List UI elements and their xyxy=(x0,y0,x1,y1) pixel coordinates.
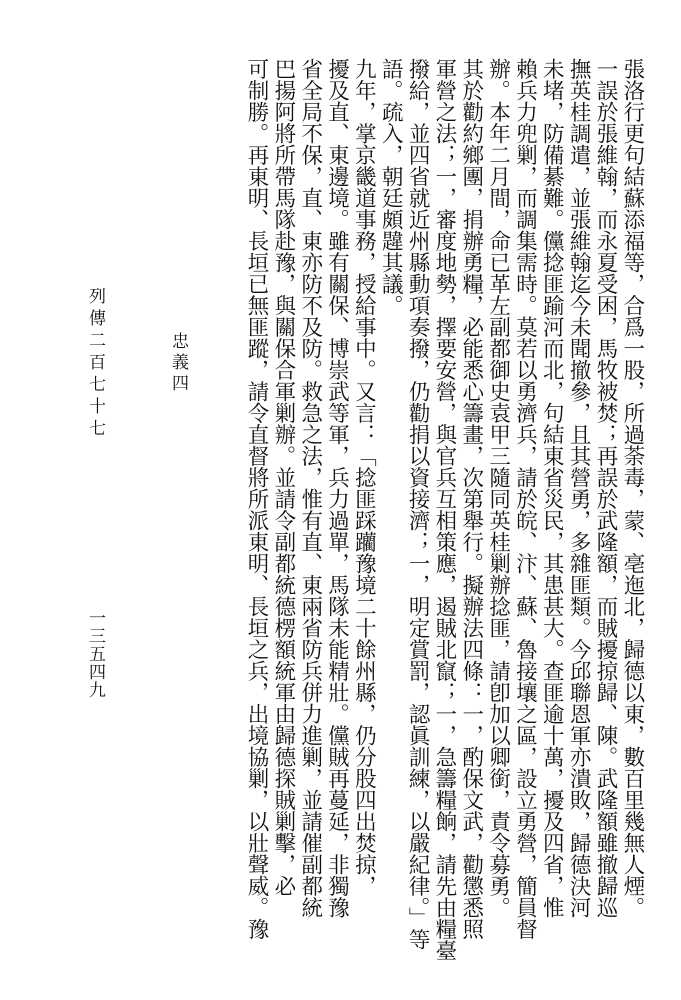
text-column: 其於勸約鄉團，捐辦勇糧，必能悉心籌畫，次第舉行。擬辦法四條：一，酌保文武，勸懲悉照 xyxy=(458,58,484,940)
text-column: 撥給，並四省就近州縣動項奏撥，仍勸捐以資接濟；一，明定賞罰，認眞訓練，以嚴紀律。」等 xyxy=(405,58,431,951)
text-column: 擾及直、東邊境。雖有關保、博崇武等軍，兵力過單，馬隊未能精壯。儻賊再蔓延，非獨豫 xyxy=(324,58,350,918)
running-header-title: 列傳二百七十七 xyxy=(85,287,105,441)
text-column: 巴揚阿將所帶馬隊赴豫，與關保合軍剿辦。並請令副都統德楞額統軍由歸德探賊剿擊，必 xyxy=(270,58,296,897)
text-column: 未堵，防備綦難。儻捻匪踰河而北，句結東省災民，其患甚大。查匪逾十萬，擾及四省，惟 xyxy=(539,58,565,918)
running-header-section: 忠義四 xyxy=(168,332,188,395)
text-column: 可制勝。再東明、長垣已無匪蹤，請令直督將所派東明、長垣之兵，出境協剿，以壯聲威。豫 xyxy=(244,58,269,940)
text-column: 張洛行更句結蘇添福等，合爲一股，所過荼毒，蒙、亳迤北，歸德以東，數百里幾無人煙。 xyxy=(619,58,645,918)
text-column: 賴兵力兜剿，而調集需時。莫若以勇濟兵，請於皖、汴、蘇、魯接壤之區，設立勇營，簡員督 xyxy=(512,58,538,940)
text-column: 辦。本年二月間，命已革左副都御史袁甲三隨同英桂剿辦捻匪，請卽加以卿銜，責令募勇。 xyxy=(485,58,511,918)
text-column: 語。疏入，朝廷頗韙其議。 xyxy=(378,58,404,316)
text-column: 撫英桂調遣，並張維翰迄今未聞撤參，且其營勇，多雜匪類。今邱聯恩軍亦潰敗，歸德決河 xyxy=(566,58,592,918)
page-number: 一三五四九 xyxy=(85,609,105,699)
body-text xyxy=(245,58,643,963)
text-column: 軍營之法；一，審度地勢，擇要安營，與官兵互相策應，遏賊北竄；一，急籌糧餉，請先由糧臺 xyxy=(431,58,457,961)
text-column: 省全局不保，直、東亦防不及防。救急之法，惟有直、東兩省防兵併力進剿，並請催副都統 xyxy=(297,58,323,918)
text-column: 九年，掌京畿道事務，授給事中。又言：「捻匪踩躪豫境二十餘州縣，仍分股四出焚掠， xyxy=(351,58,377,897)
text-column: 一誤於張維翰，而永夏受困，馬牧被焚；再誤於武隆額，而賊擾掠歸、陳。武隆額雖撤歸巡 xyxy=(592,58,618,918)
